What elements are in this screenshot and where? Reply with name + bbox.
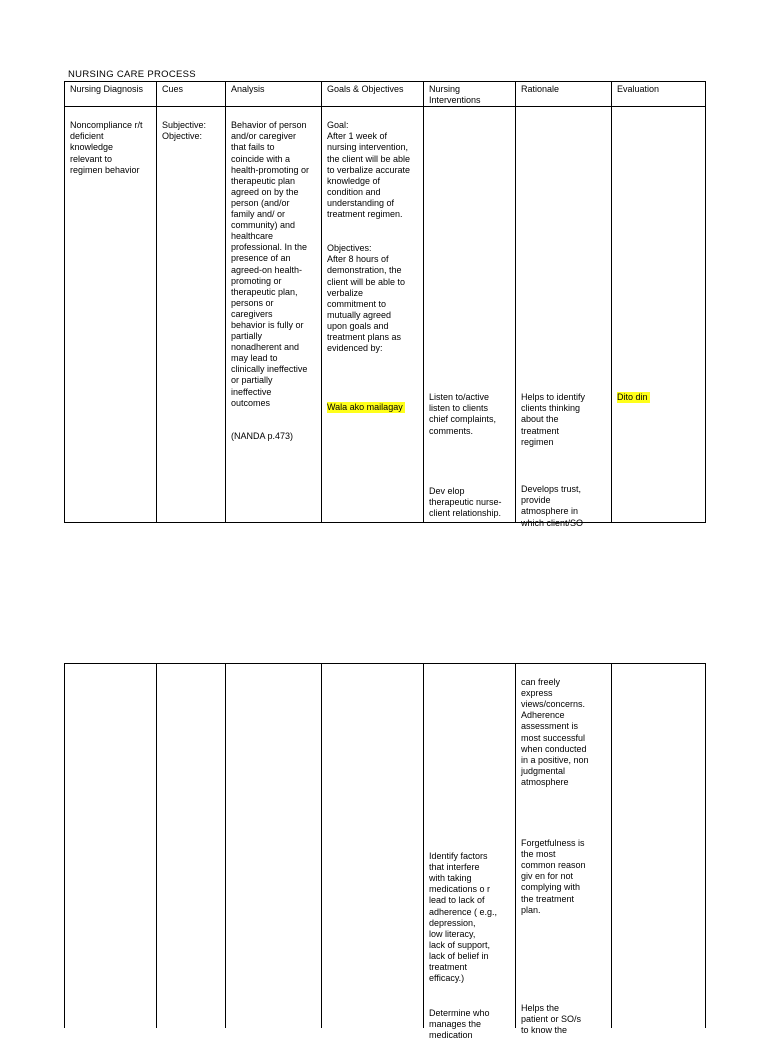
evaluation-highlight-note: Dito din bbox=[617, 392, 648, 403]
table-row bbox=[65, 107, 706, 523]
rationale-cell bbox=[516, 107, 612, 528]
cues-cell bbox=[157, 664, 226, 1029]
nursing-care-table bbox=[64, 81, 706, 528]
interventions-cell bbox=[424, 664, 516, 1041]
evaluation-cell bbox=[612, 664, 706, 1029]
rationale-item: Helps to identify clients thinking about the treatment regimen bbox=[521, 392, 586, 447]
header-nursing-diagnosis: Nursing Diagnosis bbox=[65, 82, 157, 107]
interventions-cell bbox=[424, 107, 516, 523]
objectives-text: Objectives: After 8 hours of demonstration, the client will be able to verbalize commitment to mutually agreed upon goals and treatment plans as evidenced by: bbox=[327, 243, 406, 354]
intervention-item: Identify factors that interfere with taking medications o r lead to lack of adherence ( e.g., depression, low literacy, lack of support, lack of belief in treatment efficacy.) bbox=[429, 851, 498, 984]
rationale-item: can freely express views/concerns. Adherence assessment is most successful when conducted in a positive, non judgmental atmosphere bbox=[521, 677, 589, 787]
header-analysis: Analysis bbox=[226, 82, 322, 107]
rationale-cell bbox=[516, 664, 612, 1036]
diagnosis-cell bbox=[65, 107, 157, 523]
analysis-text: Behavior of person and/or caregiver that fails to coincide with a health-promoting or therapeutic plan agreed on by the person (and/or family and/ or community) and healthcare professional. In the presence of an agreed-on health- promoting or therapeutic plan, persons or caregivers behavior is fully or partially nonadherent and may lead to clinically ineffective or partially ineffective outcomes bbox=[231, 120, 310, 408]
document-title: NURSING CARE PROCESS bbox=[68, 69, 196, 80]
diagnosis-cell bbox=[65, 664, 157, 1029]
table-header-row bbox=[65, 82, 706, 107]
cues-text: Subjective: Objective: bbox=[162, 120, 207, 142]
rationale-item: Develops trust, provide atmosphere in which client/SO bbox=[521, 484, 584, 528]
diagnosis-text: Noncompliance r/t deficient knowledge relevant to regimen behavior bbox=[70, 120, 143, 175]
rationale-item: Forgetfulness is the most common reason giv en for not complying with the treatment plan. bbox=[521, 838, 586, 915]
intervention-item: Determine who manages the medication bbox=[429, 1008, 490, 1041]
goal-highlight-note: Wala ako mailagay bbox=[327, 402, 403, 413]
intervention-item: Dev elop therapeutic nurse- client relationship. bbox=[429, 486, 502, 519]
intervention-item: Listen to/active listen to clients chief complaints, comments. bbox=[429, 392, 497, 436]
rationale-item: Helps the patient or SO/s to know the bbox=[521, 1003, 582, 1036]
analysis-cell bbox=[226, 664, 322, 1029]
nursing-care-table-continued bbox=[64, 663, 706, 1041]
header-rationale: Rationale bbox=[516, 82, 612, 107]
header-cues: Cues bbox=[157, 82, 226, 107]
goals-cell bbox=[322, 107, 424, 523]
table-row bbox=[65, 664, 706, 1029]
evaluation-cell bbox=[612, 107, 706, 523]
header-evaluation: Evaluation bbox=[612, 82, 706, 107]
analysis-source: (NANDA p.473) bbox=[231, 430, 294, 441]
analysis-cell bbox=[226, 107, 322, 523]
header-goals-objectives: Goals & Objectives bbox=[322, 82, 424, 107]
goals-cell bbox=[322, 664, 424, 1029]
goal-text: Goal: After 1 week of nursing intervention, the client will be able to verbalize accurate knowledge of condition and understanding of treatment regimen. bbox=[327, 120, 411, 220]
header-nursing-interventions: Nursing Interventions bbox=[424, 82, 516, 107]
cues-cell bbox=[157, 107, 226, 523]
